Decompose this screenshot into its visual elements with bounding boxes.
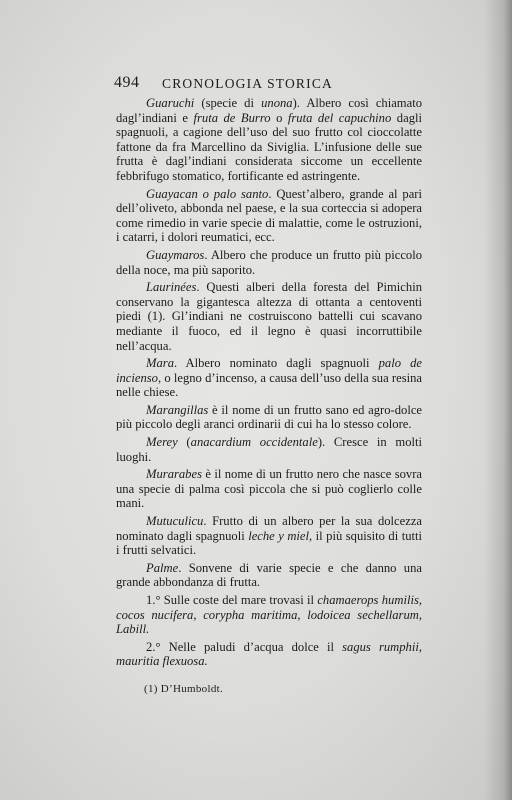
- entry-text: . Frutto di un albero per la sua dolcezza nominato dagli spagnuoli: [116, 514, 422, 543]
- entry-headword: Guaruchi: [146, 96, 195, 110]
- entry-text: o: [270, 110, 288, 125]
- italic-term: fruta del capuchino: [287, 110, 392, 125]
- glossary-entry: [116, 248, 422, 277]
- glossary-entry: [116, 356, 422, 400]
- page-edge-shadow: [484, 0, 512, 800]
- entry-text: è il nome di un frutto nero che nasce sovra una specie di palma così piccola che si può coglierlo colle mani.: [116, 467, 422, 511]
- palm-list-item: [116, 593, 422, 637]
- italic-term: chamaerops humilis, cocos nucifera, corypha maritima, lodoicea sechellarum, Labill.: [116, 593, 422, 637]
- glossary-entry: [116, 280, 422, 353]
- entry-headword: Mutuculicu: [146, 514, 204, 529]
- italic-term: fruta de Burro: [193, 110, 271, 125]
- entry-headword: Laurinées: [146, 280, 197, 295]
- entry-headword: Palme: [146, 560, 179, 575]
- italic-term: sagus rumphii, mauritia flexuosa.: [116, 639, 422, 669]
- entry-headword: Murarabes: [146, 467, 202, 482]
- glossary-entry: [116, 514, 422, 558]
- entry-headword: Mara: [146, 356, 174, 371]
- entry-text: (: [177, 435, 191, 450]
- glossary-entry: [116, 561, 422, 590]
- entry-headword: Guaymaros: [146, 247, 205, 262]
- italic-term: o palo santo: [197, 186, 269, 201]
- page-number: 494: [114, 74, 140, 91]
- entry-text: . Albero che produce un frutto più piccolo della noce, ma più saporito.: [116, 247, 422, 277]
- entry-text: , o legno d’incenso, a causa dell’uso della sua resina nelle chiese.: [116, 370, 422, 400]
- entry-text: 2.° Nelle paludi d’acqua dolce il: [146, 639, 343, 654]
- entry-text: 1.° Sulle coste del mare trovasi il: [146, 593, 318, 607]
- entry-text: ). Albero così chiamato dagl’indiani e: [116, 96, 422, 125]
- entry-text: . Quest’albero, grande al pari dell’oliveto, abbonda nel paese, e la sua corteccia si adopera come rimedio in varie specie di malattie, come le ostruzioni, i catarri, i dolori reumatici, ecc.: [116, 186, 422, 245]
- glossary-entry: [116, 96, 422, 184]
- glossary-entry: [116, 403, 422, 432]
- entry-headword: Marangillas: [146, 402, 209, 417]
- footnote: (1) D’Humboldt.: [144, 683, 224, 695]
- entry-text: . Albero nominato dagli spagnuoli: [174, 356, 379, 371]
- palm-list: [116, 593, 422, 669]
- italic-term: anacardium occidentale: [190, 435, 318, 450]
- entry-text: . Questi alberi della foresta del Pimichin conservano la gigantesca altezza di ottanta a centoventi piedi (1). Gl’indiani ne costruiscono battelli cui scavano mediante il fuoco, ed il legno è quasi incorruttibile nell’acqua.: [116, 280, 422, 353]
- entry-text: ). Cresce in molti luoghi.: [116, 435, 423, 464]
- entry-list: [116, 96, 422, 590]
- palm-list-item: [116, 640, 422, 669]
- italic-term: unona: [261, 96, 293, 110]
- entry-text: (specie di: [194, 96, 262, 110]
- running-title: CRONOLOGIA STORICA: [162, 76, 333, 91]
- entry-headword: Merey: [146, 435, 178, 450]
- page-header: [114, 74, 384, 94]
- glossary-entry: [116, 467, 422, 511]
- entry-headword: Guayacan: [146, 186, 198, 201]
- body-text: [116, 96, 422, 672]
- glossary-entry: [116, 187, 422, 245]
- entry-text: dagli spagnuoli, a cagione dell’uso del suo frutto col cioccolatte fattone da fra Marcellino da Siviglia. L’infusione delle sue frutta è dagl’indiani considerata siccome un eccellente febbrifugo stomatico, fortificante ed astringente.: [116, 110, 422, 183]
- italic-term: palo de incienso: [116, 356, 422, 385]
- entry-text: , il più squisito di tutti i frutti selvatici.: [116, 528, 423, 558]
- entry-text: è il nome di un frutto sano ed agro-dolce più piccolo degli aranci ordinarii di cui ha lo stesso colore.: [116, 402, 422, 432]
- glossary-entry: [116, 435, 422, 464]
- italic-term: leche y miel: [248, 528, 310, 543]
- entry-text: . Sonvene di varie specie e che danno una grande abbondanza di frutta.: [116, 560, 422, 590]
